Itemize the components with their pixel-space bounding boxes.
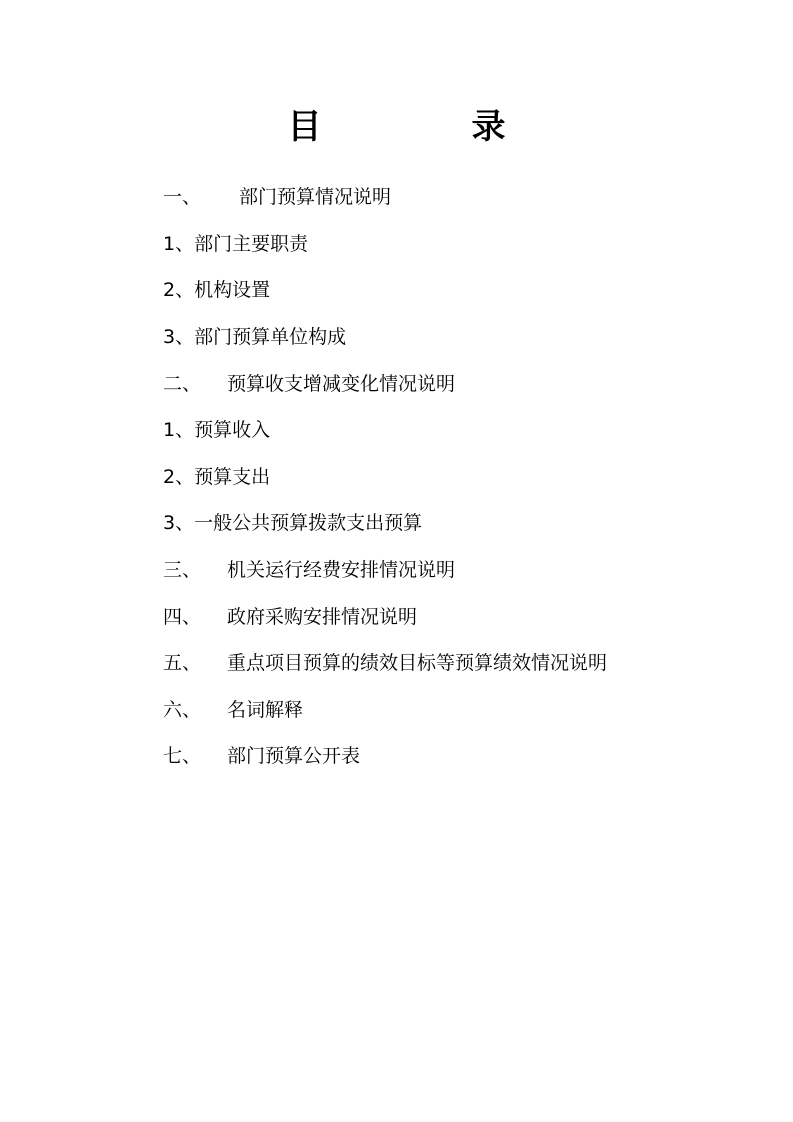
toc-entry-text: 预算收入 [194, 419, 271, 442]
toc-entry-number: 3、 [163, 512, 195, 535]
toc-entry [163, 221, 763, 268]
toc-entry-number: 1、 [163, 419, 195, 442]
table-of-contents [163, 174, 763, 780]
toc-entry [163, 454, 763, 501]
toc-entry [163, 547, 763, 594]
toc-entry [163, 640, 763, 687]
toc-entry-number: 1、 [163, 232, 195, 255]
toc-entry-number: 三、 [163, 559, 202, 582]
toc-entry-text: 预算支出 [194, 465, 271, 488]
toc-entry-number: 2、 [163, 465, 195, 488]
toc-entry-number: 五、 [163, 652, 202, 675]
toc-entry [163, 314, 763, 361]
toc-entry-text: 部门预算公开表 [227, 745, 361, 768]
toc-entry-number: 一、 [163, 186, 202, 209]
toc-entry-text: 部门预算情况说明 [239, 186, 392, 209]
toc-entry-number: 3、 [163, 326, 195, 349]
toc-entry-text: 一般公共预算拨款支出预算 [194, 512, 423, 535]
toc-entry-text: 政府采购安排情况说明 [227, 605, 418, 628]
toc-entry-number: 六、 [163, 698, 202, 721]
toc-entry-text: 机关运行经费安排情况说明 [227, 559, 456, 582]
toc-entry-text: 重点项目预算的绩效目标等预算绩效情况说明 [227, 652, 608, 675]
toc-entry-text: 机构设置 [194, 279, 271, 302]
toc-entry-number: 二、 [163, 372, 202, 395]
toc-entry [163, 360, 763, 407]
toc-entry [163, 687, 763, 734]
toc-entry-number: 2、 [163, 279, 195, 302]
toc-entry-number: 七、 [163, 745, 202, 768]
toc-entry-number: 四、 [163, 605, 202, 628]
toc-entry [163, 733, 763, 780]
toc-entry-text: 预算收支增减变化情况说明 [227, 372, 456, 395]
toc-entry [163, 174, 763, 221]
toc-entry [163, 500, 763, 547]
toc-entry [163, 407, 763, 454]
toc-entry-text: 部门预算单位构成 [194, 326, 347, 349]
toc-entry [163, 267, 763, 314]
page-title: 目 录 [287, 107, 564, 147]
toc-entry-text: 名词解释 [227, 698, 304, 721]
toc-entry-text: 部门主要职责 [194, 232, 309, 255]
toc-entry [163, 593, 763, 640]
